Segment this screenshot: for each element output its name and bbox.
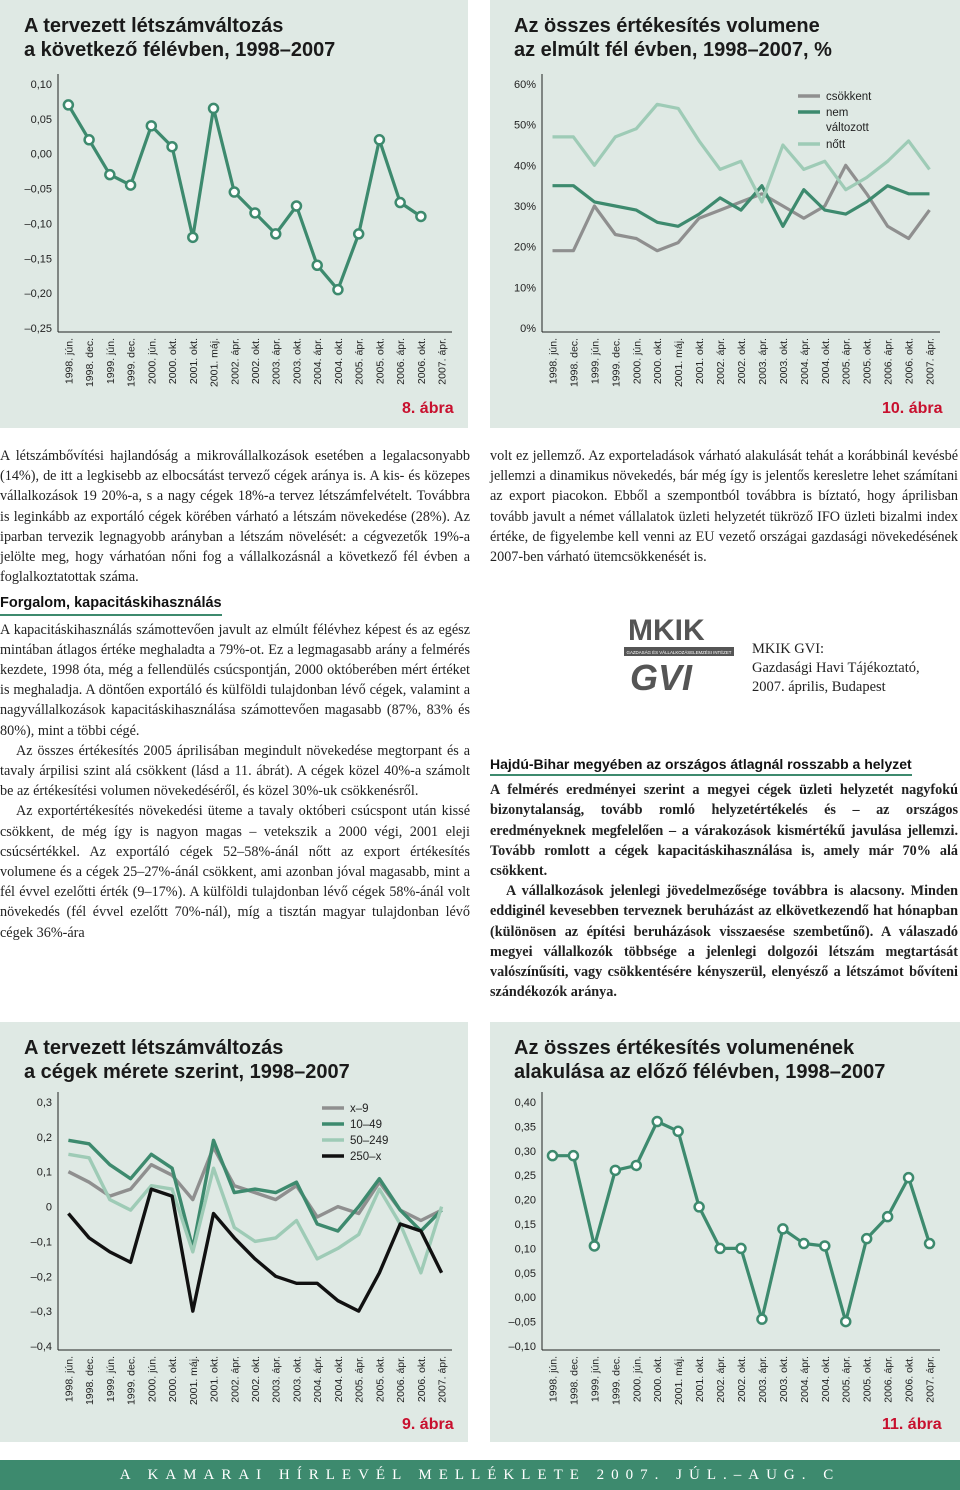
x-tick-label: 2001. okt. — [694, 1356, 707, 1403]
data-point — [188, 233, 197, 242]
chart-fig11 — [490, 1022, 960, 1442]
x-tick-label: 2003. ápr. — [270, 1356, 283, 1403]
x-tick-label: 2002. okt. — [736, 338, 748, 385]
x-tick-label: 2000. jún. — [631, 338, 644, 385]
chart-panel-fig11 — [490, 1022, 960, 1442]
left-paragraph-4: Az exportértékesítés növekedési üteme a tavaly októberi csúcspont után kissé csökkent, de még így is nagyon magas – vetekszik a 2000 végi, 2001 eleji csúcsértékkel. Az exportáló cégek 52–58%-ánál nőtt az export értékesítés volumene és a cégek 25–27%-ánál csökkent, ami azonban jóval magasabb, mint a fél évvel ezelőtti érték (9–17%). A külföldi tulajdonban lévő cégek 58%-ánál volt növekedés (fél évvel ezelőtt 70%-nál), míg a tisztán magyar tulajdonban lévő cégek 36%-ára — [0, 803, 470, 941]
x-tick-label: 2001. máj. — [208, 338, 221, 388]
data-point — [569, 1151, 578, 1160]
logo-mkik-text: MKIK — [628, 614, 705, 647]
x-tick-label: 2003. okt. — [291, 1356, 304, 1403]
data-point — [375, 135, 384, 144]
y-tick-label: 0,25 — [514, 1170, 536, 1183]
x-tick-label: 2006. okt. — [903, 1356, 916, 1403]
data-point — [653, 1117, 662, 1126]
y-tick-label: –0,4 — [30, 1341, 52, 1353]
y-tick-label: –0,10 — [24, 218, 52, 231]
x-tick-label: 2007. ápr. — [436, 1356, 449, 1403]
x-tick-label: 2006. ápr. — [395, 338, 408, 385]
data-point — [716, 1244, 725, 1253]
x-tick-label: 2005. ápr. — [353, 338, 366, 385]
x-tick-label: 2006. okt. — [415, 338, 428, 385]
right-text-column — [490, 446, 958, 567]
x-tick-label: 2000. jún. — [146, 338, 159, 385]
x-tick-label: 2002. okt. — [250, 338, 262, 385]
legend-label: 250–x — [350, 1151, 382, 1163]
y-tick-label: –0,2 — [30, 1271, 52, 1284]
data-point — [737, 1244, 746, 1253]
data-point — [925, 1239, 934, 1248]
legend-label: változott — [826, 122, 869, 134]
chart-fig8 — [0, 0, 468, 428]
x-tick-label: 2006. ápr. — [395, 1356, 408, 1403]
x-tick-label: 2006. ápr. — [882, 1356, 895, 1403]
figure-label-fig11: 11. ábra — [882, 1416, 942, 1433]
data-point — [820, 1241, 829, 1250]
x-tick-label: 2001. máj. — [673, 338, 686, 388]
chart-panel-fig8 — [0, 0, 468, 428]
y-tick-label: 0,30 — [514, 1145, 536, 1158]
x-tick-label: 2002. ápr. — [715, 1356, 728, 1403]
data-point — [168, 142, 177, 151]
x-tick-label: 2004. okt. — [819, 1356, 832, 1403]
x-tick-label: 2004. okt. — [332, 1356, 345, 1403]
x-tick-label: 2005. okt. — [374, 1356, 387, 1403]
data-point — [799, 1239, 808, 1248]
data-point — [904, 1173, 913, 1182]
legend-label: nőtt — [826, 139, 846, 151]
x-tick-label: 1999. dec. — [125, 338, 138, 388]
x-tick-label: 2005. okt. — [374, 338, 387, 385]
x-tick-label: 2004. ápr. — [798, 1356, 811, 1403]
x-tick-label: 2003. ápr. — [270, 338, 283, 385]
x-tick-label: 2003. ápr. — [756, 1356, 769, 1403]
x-tick-label: 2005. okt. — [861, 1356, 874, 1403]
data-point — [841, 1317, 850, 1326]
data-point — [313, 261, 322, 270]
y-tick-label: –0,05 — [24, 183, 52, 196]
chart-panel-fig9 — [0, 1022, 468, 1442]
x-tick-label: 2007. ápr. — [436, 338, 449, 385]
figure-label-fig9: 9. ábra — [402, 1416, 454, 1433]
y-tick-label: 0,10 — [30, 79, 52, 91]
x-tick-label: 1999. dec. — [610, 1356, 623, 1406]
logo-caption: MKIK GVI: Gazdasági Havi Tájékoztató, 2007. április, Budapest — [752, 641, 920, 695]
y-tick-label: 0% — [520, 323, 536, 335]
left-text-column — [0, 446, 470, 943]
y-tick-label: 0,15 — [514, 1219, 536, 1231]
x-tick-label: 2007. ápr. — [924, 338, 937, 385]
y-tick-label: –0,1 — [30, 1236, 52, 1249]
x-tick-label: 2001. okt. — [187, 338, 200, 385]
x-tick-label: 2001. máj. — [187, 1356, 200, 1406]
x-tick-label: 2002. okt. — [250, 1356, 262, 1403]
chart-panel-fig10 — [490, 0, 960, 428]
x-tick-label: 1999. jún. — [589, 338, 602, 385]
legend-label: csökkent — [826, 91, 872, 103]
right-bold-paragraph-2: A vállalkozások jelenlegi jövedelmezősége továbbra is alacsony. Minden eddiginél kevesebben terveznek beruházást az elkövetkezendő hat hónapban (különösen az építési beruházások visszaesése szembetűnő). A válaszadó megyei vállalkozók többsége a jelenlegi dolgozói létszám megtartását valószínűsíti, vagy csökkentésére kényszerül, elenyésző a létszámot bővíteni szándékozók aránya. — [490, 883, 958, 1001]
x-tick-label: 2004. ápr. — [798, 338, 811, 385]
x-tick-label: 2004. okt. — [819, 338, 832, 385]
x-tick-label: 2007. ápr. — [924, 1356, 937, 1403]
x-tick-label: 1998. jún. — [547, 1356, 560, 1403]
x-tick-label: 2006. okt. — [415, 1356, 428, 1403]
legend-label: 10–49 — [350, 1119, 382, 1131]
chart-title-fig10: Az összes értékesítés volumene az elmúlt fél évben, 1998–2007, % — [514, 15, 832, 61]
y-tick-label: 0,20 — [514, 1194, 536, 1207]
x-tick-label: 1999. jún. — [589, 1356, 602, 1403]
figure-label-fig10: 10. ábra — [882, 400, 943, 417]
figure-label-fig8: 8. ábra — [402, 400, 454, 417]
x-tick-label: 2002. okt. — [736, 1356, 748, 1403]
left-paragraph-1: A létszámbővítési hajlandóság a mikrovállalkozások esetében a legalacsonyabb (14%), de itt a legkisebb az elbocsátást tervező cégek aránya is. A kis- és közepes vállalkozások 19 20%-a, s a nagy cégek 18%-a tervez létszámfelvételt. Továbbra is leginkább az exportáló cégek körében várható a létszám növekedése (28%). Az iparban tervezik legnagyobb arányban a létszám növelését: a cégvezetők 19%-a jelölte meg, hogy várhatóan nőni fog a vállalkozásnál a következő fél évben a foglalkoztatottak száma. — [0, 448, 470, 586]
y-tick-label: 0,35 — [514, 1121, 536, 1134]
y-tick-label: 30% — [513, 201, 536, 213]
x-tick-label: 2004. ápr. — [312, 1356, 325, 1403]
x-tick-label: 2002. ápr. — [229, 1356, 242, 1403]
x-tick-label: 1999. dec. — [125, 1356, 138, 1406]
y-tick-label: 0,10 — [514, 1243, 536, 1256]
x-tick-label: 2006. okt. — [903, 338, 916, 385]
x-tick-label: 1998. jún. — [547, 338, 560, 385]
data-point — [85, 135, 94, 144]
chart-title-fig9: A tervezett létszámváltozás a cégek mérete szerint, 1998–2007 — [24, 1037, 350, 1083]
series-line — [68, 1147, 441, 1220]
y-tick-label: 0,05 — [514, 1267, 536, 1280]
x-tick-label: 1999. jún. — [104, 1356, 117, 1403]
chart-title-fig11: Az összes értékesítés volumenének alakulása az előző félévben, 1998–2007 — [514, 1037, 886, 1083]
x-tick-label: 1999. jún. — [104, 338, 117, 385]
logo-subtitle-text: GAZDASÁG ÉS VÁLLALKOZÁSELEMZÉSI INTÉZET — [626, 650, 732, 655]
x-tick-label: 2000. okt. — [167, 1356, 180, 1403]
data-point — [251, 208, 260, 217]
y-tick-label: –0,20 — [24, 288, 52, 301]
data-point — [862, 1234, 871, 1243]
data-point — [883, 1212, 892, 1221]
data-point — [354, 229, 363, 238]
data-point — [757, 1315, 766, 1324]
logo-gvi-text: GVI — [630, 657, 693, 698]
data-point — [230, 188, 239, 197]
data-point — [147, 121, 156, 130]
y-tick-label: 0,1 — [36, 1166, 52, 1179]
x-tick-label: 2000. jún. — [631, 1356, 644, 1403]
x-tick-label: 2003. okt. — [777, 1356, 790, 1403]
x-tick-label: 2003. okt. — [777, 338, 790, 385]
data-point — [611, 1166, 620, 1175]
legend-label: x–9 — [350, 1103, 369, 1115]
series-line — [553, 1122, 930, 1322]
data-point — [396, 198, 405, 207]
data-point — [590, 1241, 599, 1250]
x-tick-label: 1999. dec. — [610, 338, 623, 388]
x-tick-label: 1998. dec. — [84, 338, 97, 388]
y-tick-label: –0,05 — [508, 1316, 536, 1329]
x-tick-label: 2004. ápr. — [312, 338, 325, 385]
y-tick-label: 0,05 — [30, 113, 52, 126]
chart-fig10 — [490, 0, 960, 428]
x-tick-label: 2005. ápr. — [840, 1356, 853, 1403]
x-tick-label: 1998. dec. — [568, 338, 581, 388]
y-tick-label: –0,3 — [30, 1306, 52, 1319]
x-tick-label: 2001. okt. — [208, 1356, 221, 1403]
y-tick-label: –0,10 — [508, 1341, 536, 1353]
data-point — [674, 1127, 683, 1136]
x-tick-label: 2000. jún. — [146, 1356, 159, 1403]
legend-label: nem — [826, 107, 849, 119]
data-point — [209, 104, 218, 113]
data-point — [695, 1202, 704, 1211]
y-tick-label: 0 — [45, 1201, 52, 1214]
x-tick-label: 2005. ápr. — [840, 338, 853, 385]
x-tick-label: 2005. okt. — [861, 338, 874, 385]
data-point — [778, 1224, 787, 1233]
x-tick-label: 2002. ápr. — [229, 338, 242, 385]
chart-title-fig8: A tervezett létszámváltozás a következő félévben, 1998–2007 — [24, 15, 336, 61]
x-tick-label: 2006. ápr. — [882, 338, 895, 385]
data-point — [548, 1151, 557, 1160]
y-tick-label: 0,3 — [36, 1097, 52, 1109]
x-tick-label: 2000. okt. — [652, 1356, 665, 1403]
series-line — [553, 104, 930, 202]
section-heading-forgalom: Forgalom, kapacitáskihasználás — [0, 593, 222, 615]
x-tick-label: 1998. jún. — [63, 338, 76, 385]
y-tick-label: 20% — [513, 241, 536, 254]
x-tick-label: 1998. jún. — [63, 1356, 76, 1403]
y-tick-label: –0,25 — [24, 323, 52, 335]
x-tick-label: 2003. okt. — [291, 338, 304, 385]
x-tick-label: 2004. okt. — [332, 338, 345, 385]
legend-label: 50–249 — [350, 1135, 389, 1147]
right-bold-paragraph-1: A felmérés eredményei szerint a megyei cégek üzleti helyzetét nagyfokú bizonytalanság, tovább romló helyzetértékelés és – az országos eredményeknek megfelelően – a várakozások kismértékű javulása jellemzi. Tovább romlott a cégek kapacitáskihasználása is, amely már 70% alá csökkent. — [490, 782, 958, 880]
series-line — [68, 105, 421, 290]
right-bold-section — [490, 748, 958, 1002]
x-tick-label: 2005. ápr. — [353, 1356, 366, 1403]
data-point — [292, 202, 301, 211]
y-tick-label: 40% — [513, 160, 536, 173]
data-point — [126, 181, 135, 190]
y-tick-label: 0,00 — [514, 1292, 536, 1305]
right-paragraph-1: volt ez jellemző. Az exporteladások várható alakulását tehát a korábbinál kevésbé jellemzi a dinamikus növekedés, bár még így is jelentős keresletre lehet számítani az export piacokon. Ebből a szempontból továbbra is bíztató, hogy áprilisban tovább javult a német vállalatok üzleti helyzetét tükröző IFO üzleti bizalmi index értéke, de figyelembe kell venni az EU vezető országai gazdasági növekedésének 2007-ben várható ütemcsökkenését is. — [490, 448, 958, 566]
y-tick-label: 0,00 — [30, 148, 52, 161]
y-tick-label: 10% — [513, 282, 536, 295]
x-tick-label: 1998. dec. — [568, 1356, 581, 1406]
y-tick-label: –0,15 — [24, 253, 52, 266]
x-tick-label: 2000. okt. — [652, 338, 665, 385]
x-tick-label: 2001. okt. — [694, 338, 707, 385]
chart-fig9 — [0, 1022, 468, 1442]
y-tick-label: 0,2 — [36, 1131, 52, 1144]
data-point — [333, 285, 342, 294]
data-point — [64, 100, 73, 109]
left-paragraph-2: A kapacitáskihasználás számottevően javult az elmúlt félévhez képest és az egész mintában átlagos értéke meghaladta a 79%-ot. Ez a legmagasabb arány a felmérés kezdete, 1998 óta, még a fellendülés csúcspontján, 2000 októberében mért értéket is meghaladja. A döntően exportáló és külföldi tulajdonban lévő cégek, valamint a nagyvállalkozások kapacitáskihasználása számottevően magasabb (87%, 83% és 80%), mint a többi cégé. — [0, 621, 470, 739]
x-tick-label: 2000. okt. — [167, 338, 180, 385]
data-point — [105, 170, 114, 179]
footer-banner: A KAMARAI HÍRLEVÉL MELLÉKLETE 2007. JÚL.–AUG. C — [0, 1460, 960, 1490]
section-heading-hajdu-bihar: Hajdú-Bihar megyében az országos átlagnál rosszabb a helyzet — [490, 754, 912, 776]
y-tick-label: 60% — [513, 79, 536, 91]
x-tick-label: 2001. máj. — [673, 1356, 686, 1406]
y-tick-label: 50% — [513, 119, 536, 132]
data-point — [271, 229, 280, 238]
x-tick-label: 2002. ápr. — [715, 338, 728, 385]
x-tick-label: 1998. dec. — [84, 1356, 97, 1406]
y-tick-label: 0,40 — [514, 1097, 536, 1109]
data-point — [416, 212, 425, 221]
x-tick-label: 2003. ápr. — [756, 338, 769, 385]
mkik-gvi-logo — [620, 610, 738, 700]
data-point — [632, 1161, 641, 1170]
left-paragraph-3: Az összes értékesítés 2005 áprilisában megindult növekedése megtorpant és a tavaly árpilisi szint alá csökkent (lásd a 11. ábrát). A cégek közel 40%-a számolt be az értékesítési volumen növekedéséről, és közel 30%-uk csökkenésről. — [0, 742, 470, 800]
